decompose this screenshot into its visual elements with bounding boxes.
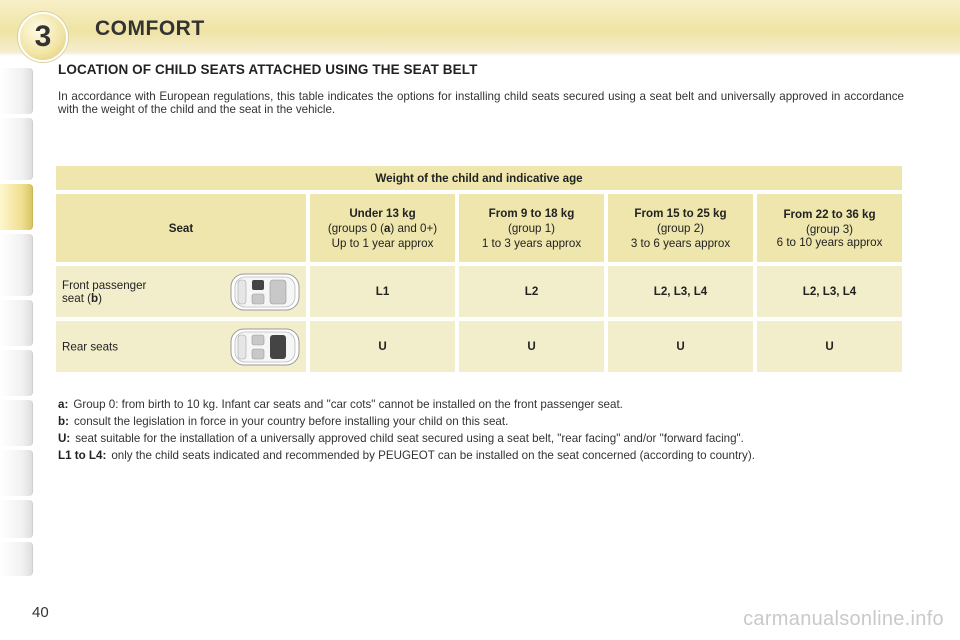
footnote (58, 449, 904, 462)
group-name: (group 2) (656, 221, 705, 235)
group-header-3 (757, 194, 902, 262)
group-header-0 (310, 194, 455, 262)
footnote-key: L1 to L4: (58, 449, 107, 462)
section-intro: In accordance with European regulations, this table indicates the options for installing child seats secured using a seat belt and universally approved in accordance with the weight of the child and the seat in the vehicle. (58, 90, 904, 116)
table-cell: U (757, 321, 902, 372)
table-cell: U (310, 321, 455, 372)
footnote-text: Group 0: from birth to 10 kg. Infant car seats and "car cots" cannot be installed on the front passenger seat. (73, 398, 623, 411)
chapter-tab-10[interactable] (0, 542, 33, 576)
header-divider (0, 52, 960, 56)
chapter-tab-9[interactable] (0, 500, 33, 538)
footnote-text: only the child seats indicated and recommended by PEUGEOT can be installed on the seat concerned (according to country). (111, 449, 755, 462)
watermark: carmanualsonline.info (743, 608, 944, 630)
footnote (58, 415, 904, 428)
chapter-tab-3[interactable] (0, 184, 33, 230)
table-cell: L2, L3, L4 (608, 266, 753, 317)
group-weight: From 15 to 25 kg (634, 206, 727, 220)
group-age: Up to 1 year approx (331, 236, 434, 250)
group-header-1 (459, 194, 604, 262)
group-name: (groups 0 (a) and 0+) (327, 221, 438, 235)
table-row-rear-seats (56, 321, 902, 372)
section-heading: LOCATION OF CHILD SEATS ATTACHED USING THE SEAT BELT (58, 62, 478, 77)
child-seat-table (52, 162, 906, 376)
chapter-tab-6[interactable] (0, 350, 33, 396)
seat-column-header: Seat (56, 194, 306, 262)
chapter-tab-5[interactable] (0, 300, 33, 346)
chapter-number: 3 (34, 20, 52, 53)
footnote-key: a: (58, 398, 69, 411)
group-name: (group 3) (806, 223, 854, 236)
chapter-tab-2[interactable] (0, 118, 33, 180)
table-cell: U (459, 321, 604, 372)
car-seat-layout-icon (230, 326, 300, 368)
table-cell: U (608, 321, 753, 372)
group-weight: From 9 to 18 kg (488, 206, 575, 220)
seat-cell-front (56, 266, 306, 317)
table-cell: L2, L3, L4 (757, 266, 902, 317)
group-age: 1 to 3 years approx (481, 236, 582, 250)
group-weight: Under 13 kg (349, 206, 416, 220)
group-name: (group 1) (507, 221, 556, 235)
chapter-tabs (0, 68, 34, 578)
group-age: 3 to 6 years approx (630, 236, 731, 250)
footnote (58, 432, 904, 445)
seat-label: Rear seats (62, 340, 119, 353)
group-weight: From 22 to 36 kg (783, 208, 876, 221)
footnote (58, 398, 904, 411)
group-header-2 (608, 194, 753, 262)
seat-label: Front passenger seat (b) (62, 278, 147, 305)
table-row-front-passenger (56, 266, 902, 317)
footnotes (58, 398, 904, 466)
chapter-title: COMFORT (95, 17, 205, 40)
chapter-tab-4[interactable] (0, 234, 33, 296)
footnote-text: consult the legislation in force in your country before installing your child on this seat. (73, 415, 509, 428)
weight-header: Weight of the child and indicative age (56, 166, 902, 190)
footnote-key: b: (58, 415, 69, 428)
group-age: 6 to 10 years approx (776, 236, 883, 249)
table-cell: L1 (310, 266, 455, 317)
chapter-tab-1[interactable] (0, 68, 33, 114)
chapter-number-badge (18, 12, 68, 62)
car-seat-layout-icon (230, 271, 300, 313)
page-number: 40 (32, 604, 49, 621)
chapter-tab-7[interactable] (0, 400, 33, 446)
footnote-key: U: (58, 432, 71, 445)
seat-cell-rear (56, 321, 306, 372)
footnote-text: seat suitable for the installation of a universally approved child seat secured using a seat belt, "rear facing" and/or "forward facing". (75, 432, 744, 445)
chapter-tab-8[interactable] (0, 450, 33, 496)
table-cell: L2 (459, 266, 604, 317)
